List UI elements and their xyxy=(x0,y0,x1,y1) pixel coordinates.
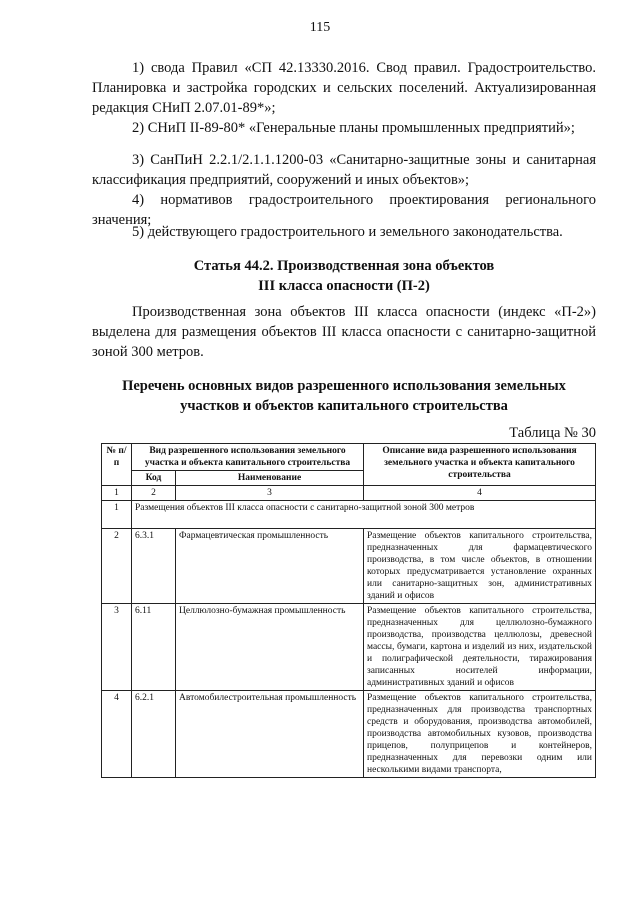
list-item-4: 4) нормативов градостроительного проектирования регионального значения; xyxy=(92,192,596,228)
row-desc: Размещение объектов капитального строительства, предназначенных для целлюлозно-бумажного производства, производства целлюлозы, древесной массы, бумаги, картона и изделий из них, издательской и полиграфической деятельности, тиражирования записанных носителей информации, административных зданий и офисов xyxy=(364,604,596,691)
row-name: Автомобилестроительная промышленность xyxy=(176,691,364,778)
article-heading xyxy=(92,256,596,296)
row-desc: Размещение объектов капитального строительства, предназначенных для фармацевтического производства, в том числе объектов, в отношении которых предусматривается установление охранных или санитарно-защитных зон, административных зданий и офисов xyxy=(364,529,596,604)
row-num: 3 xyxy=(102,604,132,691)
header-type-group: Вид разрешенного использования земельного участка и объекта капитального строительства xyxy=(132,444,364,471)
header-num: № п/п xyxy=(102,444,132,486)
table-group-row xyxy=(102,501,596,529)
row-code: 6.2.1 xyxy=(132,691,176,778)
index-cell: 2 xyxy=(132,486,176,501)
table-label: Таблица № 30 xyxy=(509,425,596,441)
table-row xyxy=(102,691,596,778)
index-cell: 1 xyxy=(102,486,132,501)
table-row xyxy=(102,529,596,604)
page-number: 115 xyxy=(309,20,331,35)
group-row-num: 1 xyxy=(102,501,132,529)
row-name: Целлюлозно-бумажная промышленность xyxy=(176,604,364,691)
table-header-row xyxy=(102,444,596,471)
article-heading-line2: III класса опасности (П-2) xyxy=(258,278,430,294)
list-item-1: 1) свода Правил «СП 42.13330.2016. Свод правил. Градостроительство. Планировка и застройка городских и сельских поселений. Актуализированная редакция СНиП 2.07.01-89*»; xyxy=(92,60,596,116)
list-heading-line1: Перечень основных видов разрешенного использования земельных xyxy=(122,378,566,394)
group-row-text: Размещения объектов III класса опасности с санитарно-защитной зоной 300 метров xyxy=(132,501,596,529)
list-heading xyxy=(92,376,596,416)
article-body: Производственная зона объектов III класса опасности (индекс «П-2») выделена для размещения объектов III класса опасности с санитарно-защитной зоной 300 метров. xyxy=(92,304,596,360)
row-name: Фармацевтическая промышленность xyxy=(176,529,364,604)
row-code: 6.3.1 xyxy=(132,529,176,604)
header-name: Наименование xyxy=(176,471,364,486)
header-desc: Описание вида разрешенного использования земельного участка и объекта капитального строительства xyxy=(364,444,596,486)
list-heading-line2: участков и объектов капитального строительства xyxy=(180,398,508,414)
row-num: 2 xyxy=(102,529,132,604)
list-item-3: 3) СанПиН 2.2.1/2.1.1.1200-03 «Санитарно-защитные зоны и санитарная классификация предприятий, сооружений и иных объектов»; xyxy=(92,152,596,188)
table-index-row xyxy=(102,486,596,501)
table-row xyxy=(102,604,596,691)
permitted-use-table xyxy=(101,443,596,778)
header-code: Код xyxy=(132,471,176,486)
article-heading-line1: Статья 44.2. Производственная зона объектов xyxy=(193,258,495,274)
index-cell: 3 xyxy=(176,486,364,501)
index-cell: 4 xyxy=(364,486,596,501)
row-num: 4 xyxy=(102,691,132,778)
list-item-5: 5) действующего градостроительного и земельного законодательства. xyxy=(132,224,563,240)
list-item-2: 2) СНиП II-89-80* «Генеральные планы промышленных предприятий»; xyxy=(132,120,575,136)
row-desc: Размещение объектов капитального строительства, предназначенных для производства транспортных средств и оборудования, производства автомобилей, производства автомобильных кузовов, производства прицепов, полуприцепов и контейнеров, предназначенных для перевозки одним или несколькими видами транспорта, xyxy=(364,691,596,778)
row-code: 6.11 xyxy=(132,604,176,691)
